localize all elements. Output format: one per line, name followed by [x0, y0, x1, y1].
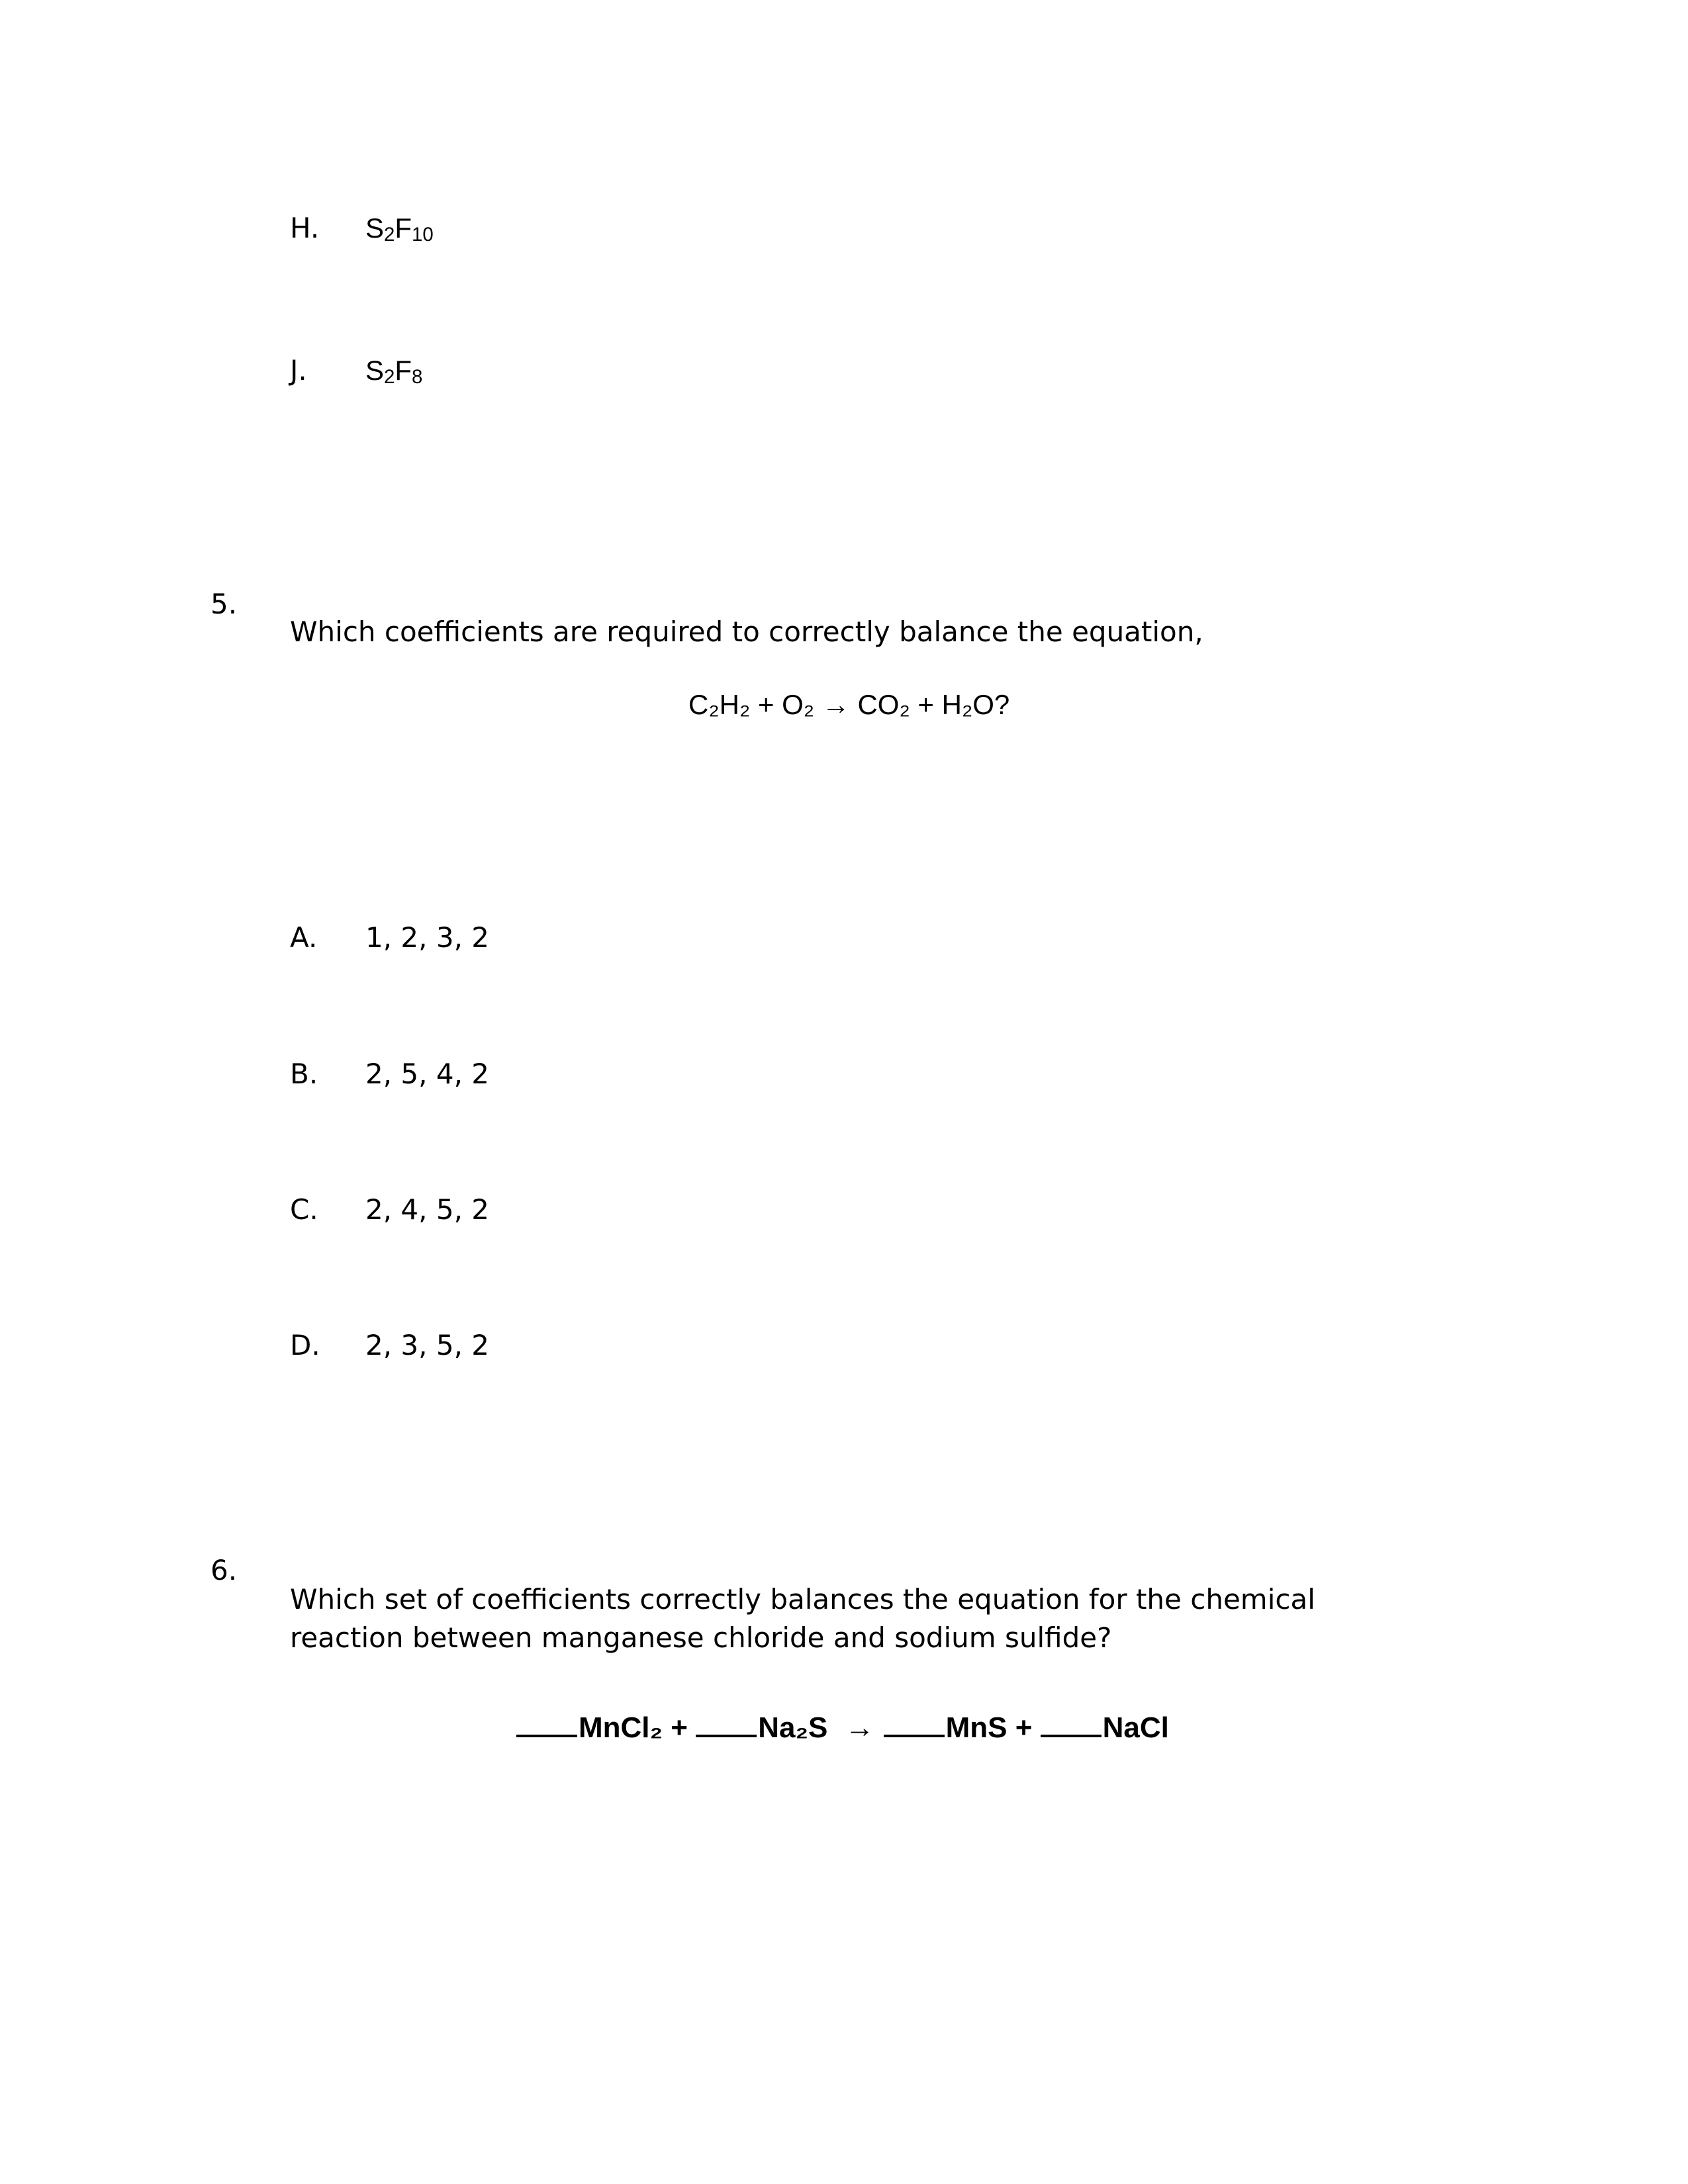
choice-d-letter: D. — [290, 1329, 320, 1361]
choice-j-formula: $S_2F_8$ — [365, 355, 423, 388]
term-na2s: Na₂S — [758, 1711, 828, 1744]
question-5-prompt: Which coefficients are required to correctly balance the equation, — [290, 615, 1203, 648]
choice-a-text: 1, 2, 3, 2 — [365, 921, 489, 954]
reaction-arrow: → — [845, 1711, 874, 1744]
choice-j-letter: J. — [290, 354, 307, 387]
question-6-number: 6. — [211, 1554, 238, 1586]
question-6-equation — [516, 1711, 1169, 1745]
blank-line — [516, 1732, 577, 1737]
question-6-prompt-line2: reaction between manganese chloride and sodium sulfide? — [290, 1621, 1112, 1654]
choice-h-formula: $S_2F_{10}$ — [365, 212, 434, 246]
choice-h-letter: H. — [290, 212, 320, 244]
choice-b-letter: B. — [290, 1058, 318, 1090]
choice-c-text: 2, 4, 5, 2 — [365, 1193, 489, 1226]
term-mns: MnS + — [945, 1711, 1033, 1744]
choice-c-letter: C. — [290, 1193, 318, 1226]
choice-a-letter: A. — [290, 921, 318, 954]
blank-line — [1041, 1732, 1102, 1737]
blank-line — [884, 1732, 945, 1737]
term-mncl2: MnCl₂ + — [579, 1711, 688, 1744]
blank-line — [696, 1732, 757, 1737]
question-6-prompt-line1: Which set of coefficients correctly balances the equation for the chemical — [290, 1583, 1315, 1615]
term-nacl: NaCl — [1102, 1711, 1169, 1744]
choice-d-text: 2, 3, 5, 2 — [365, 1329, 489, 1361]
question-5-number: 5. — [211, 588, 238, 620]
choice-b-text: 2, 5, 4, 2 — [365, 1058, 489, 1090]
question-5-equation: C₂H₂ + O₂ → CO₂ + H₂O? — [688, 689, 1010, 720]
